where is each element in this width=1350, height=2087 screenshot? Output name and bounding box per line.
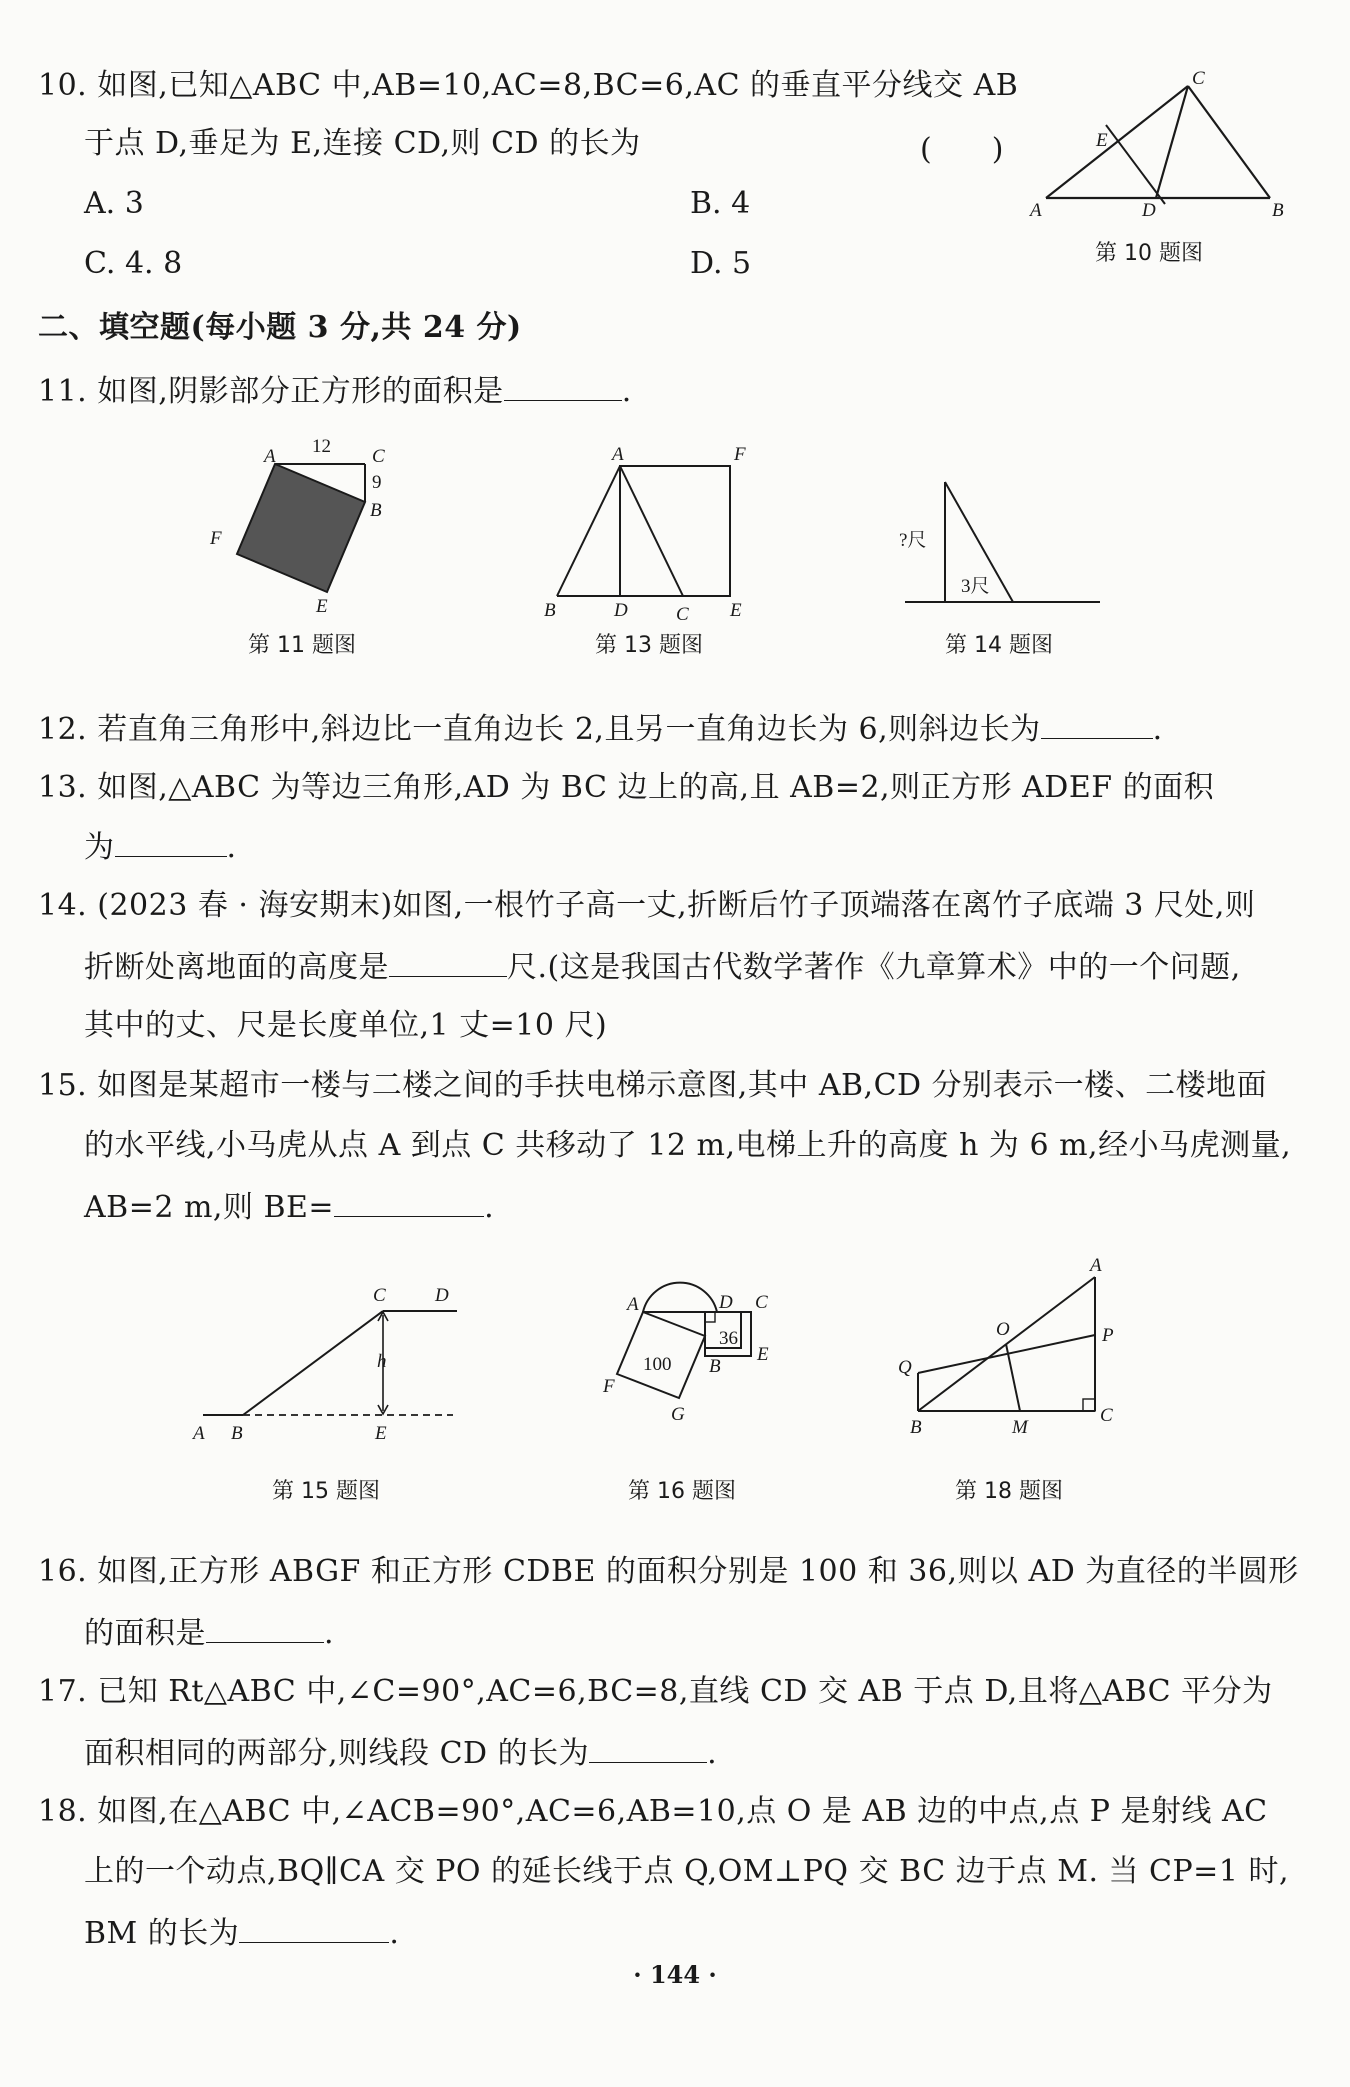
fig15-label-h: h [377, 1351, 387, 1372]
fig16-label-a: A [627, 1294, 639, 1315]
fig18-caption: 第 18 题图 [955, 1479, 1063, 1504]
fig15-label-b: B [231, 1423, 243, 1444]
fig11-label-a: A [264, 446, 276, 467]
q15-prompt: AB=2 m,则 BE= [84, 1190, 335, 1225]
q10-line2: 于点 D,垂足为 E,连接 CD,则 CD 的长为 [84, 126, 641, 161]
fig10-label-a: A [1030, 200, 1042, 221]
fig13-label-c: C [676, 604, 689, 625]
q18-prompt-end: BM 的长为 [84, 1916, 240, 1951]
fig18-label-o: O [996, 1319, 1010, 1340]
q13-line1: 13. 如图,△ABC 为等边三角形,AD 为 BC 边上的高,且 AB=2,则正方形 ADEF 的面积 [38, 770, 1215, 805]
fig13-label-d: D [614, 600, 628, 621]
fig10-label-b: B [1272, 200, 1284, 221]
q10-answer-paren: ( ) [920, 132, 1004, 167]
figure-18 [890, 1255, 1140, 1455]
q10-option-a: A. 3 [84, 186, 144, 221]
fig18-label-m: M [1012, 1417, 1028, 1438]
fig16-caption: 第 16 题图 [628, 1479, 736, 1504]
fig16-label-b: B [709, 1356, 721, 1377]
fig15-caption: 第 15 题图 [272, 1479, 380, 1504]
fig16-label-e: E [757, 1344, 769, 1365]
fig13-label-f: F [734, 444, 746, 465]
q15-line1: 15. 如图是某超市一楼与二楼之间的手扶电梯示意图,其中 AB,CD 分别表示一楼、二楼地面 [38, 1068, 1268, 1103]
q13-line2 [84, 826, 237, 868]
fig11-caption: 第 11 题图 [248, 633, 356, 658]
page-number: · 144 · [633, 1960, 717, 1989]
q17-answer-blank[interactable] [589, 1732, 707, 1763]
fig18-label-a: A [1090, 1255, 1102, 1276]
q11-period: . [621, 374, 632, 409]
q15-line2: 的水平线,小马虎从点 A 到点 C 共移动了 12 m,电梯上升的高度 h 为 6 m,经小马虎测量, [84, 1128, 1292, 1163]
figure-14 [895, 470, 1115, 610]
q17-prompt-end: 面积相同的两部分,则线段 CD 的长为 [84, 1736, 590, 1771]
fig15-label-c: C [373, 1285, 386, 1306]
fig11-label-b: B [370, 500, 382, 521]
fig16-label-36: 36 [719, 1328, 738, 1349]
fig18-label-b: B [910, 1417, 922, 1438]
q16-prompt-end: 的面积是 [84, 1616, 206, 1651]
figure-16 [575, 1268, 795, 1448]
fig10-label-c: C [1192, 68, 1205, 89]
fig13-label-b: B [544, 600, 556, 621]
q16-line1: 16. 如图,正方形 ABGF 和正方形 CDBE 的面积分别是 100 和 36,则以 AD 为直径的半圆形 [38, 1554, 1299, 1589]
q13-prompt-end: 为 [84, 830, 115, 865]
fig15-label-e: E [375, 1423, 387, 1444]
q14-line1: 14. (2023 春 · 海安期末)如图,一根竹子高一丈,折断后竹子顶端落在离竹子底端 3 尺处,则 [38, 888, 1256, 923]
q11-prompt: 11. 如图,阴影部分正方形的面积是 [38, 374, 504, 409]
q17-line2 [84, 1732, 717, 1774]
fig11-label-9: 9 [372, 472, 382, 493]
q16-period: . [324, 1616, 335, 1651]
fig16-label-c: C [755, 1292, 768, 1313]
fig14-caption: 第 14 题图 [945, 633, 1053, 658]
fig18-label-c: C [1100, 1405, 1113, 1426]
fig18-label-p: P [1102, 1325, 1114, 1346]
q16-line2 [84, 1612, 334, 1654]
q12-answer-blank[interactable] [1041, 708, 1153, 739]
fig16-label-d: D [719, 1292, 733, 1313]
figure-11 [200, 430, 400, 617]
fig11-label-f: F [210, 528, 222, 549]
q18-period: . [389, 1916, 400, 1951]
q18-line1: 18. 如图,在△ABC 中,∠ACB=90°,AC=6,AB=10,点 O 是 AB 边的中点,点 P 是射线 AC [38, 1794, 1268, 1829]
q18-line2: 上的一个动点,BQ∥CA 交 PO 的延长线于点 Q,OM⊥PQ 交 BC 边于点 M. 当 CP=1 时, [84, 1854, 1289, 1889]
fig15-label-d: D [435, 1285, 449, 1306]
fig10-caption: 第 10 题图 [1095, 241, 1203, 266]
q15-line3 [84, 1186, 494, 1228]
fig11-label-12: 12 [312, 436, 331, 457]
fig10-label-e: E [1096, 130, 1108, 151]
fig16-label-f: F [603, 1376, 615, 1397]
fig13-label-e: E [730, 600, 742, 621]
q15-answer-blank[interactable] [334, 1186, 484, 1217]
fig11-label-c: C [372, 446, 385, 467]
q14-line3: 其中的丈、尺是长度单位,1 丈=10 尺) [84, 1008, 608, 1043]
q10-option-d: D. 5 [690, 246, 752, 281]
q18-line3 [84, 1912, 399, 1954]
q12-period: . [1152, 712, 1163, 747]
fig10-label-d: D [1142, 200, 1156, 221]
q10-line1: 10. 如图,已知△ABC 中,AB=10,AC=8,BC=6,AC 的垂直平分线交 AB [38, 68, 1019, 103]
figure-10 [1030, 70, 1290, 220]
fig11-label-e: E [316, 596, 328, 617]
fig18-label-q: Q [898, 1357, 912, 1378]
q12-text [38, 708, 1163, 750]
section-fill-in-blank-title: 二、填空题(每小题 3 分,共 24 分) [38, 310, 522, 345]
q15-period: . [484, 1190, 495, 1225]
fig14-label-unknown: ?尺 [899, 530, 927, 551]
fig13-label-a: A [612, 444, 624, 465]
q14-line2 [84, 946, 1241, 988]
q18-answer-blank[interactable] [239, 1912, 389, 1943]
q10-option-b: B. 4 [690, 186, 751, 221]
q14-answer-blank[interactable] [389, 946, 507, 977]
q13-period: . [226, 830, 237, 865]
q10-option-c: C. 4. 8 [84, 246, 183, 281]
q14-prompt-after: 尺.(这是我国古代数学著作《九章算术》中的一个问题, [507, 950, 1241, 985]
figure-13 [540, 440, 760, 625]
fig16-label-g: G [671, 1404, 685, 1425]
q11-answer-blank[interactable] [504, 370, 622, 401]
fig15-label-a: A [193, 1423, 205, 1444]
q11-text [38, 370, 632, 412]
q14-prompt: 折断处离地面的高度是 [84, 950, 389, 985]
q17-period: . [707, 1736, 718, 1771]
q16-answer-blank[interactable] [206, 1612, 324, 1643]
fig16-label-100: 100 [643, 1354, 672, 1375]
fig13-caption: 第 13 题图 [595, 633, 703, 658]
q12-prompt: 12. 若直角三角形中,斜边比一直角边长 2,且另一直角边长为 6,则斜边长为 [38, 712, 1041, 747]
figure-15 [185, 1275, 475, 1445]
q13-answer-blank[interactable] [115, 826, 227, 857]
fig14-label-3chi: 3尺 [961, 576, 990, 597]
q17-line1: 17. 已知 Rt△ABC 中,∠C=90°,AC=6,BC=8,直线 CD 交 AB 于点 D,且将△ABC 平分为 [38, 1674, 1273, 1709]
